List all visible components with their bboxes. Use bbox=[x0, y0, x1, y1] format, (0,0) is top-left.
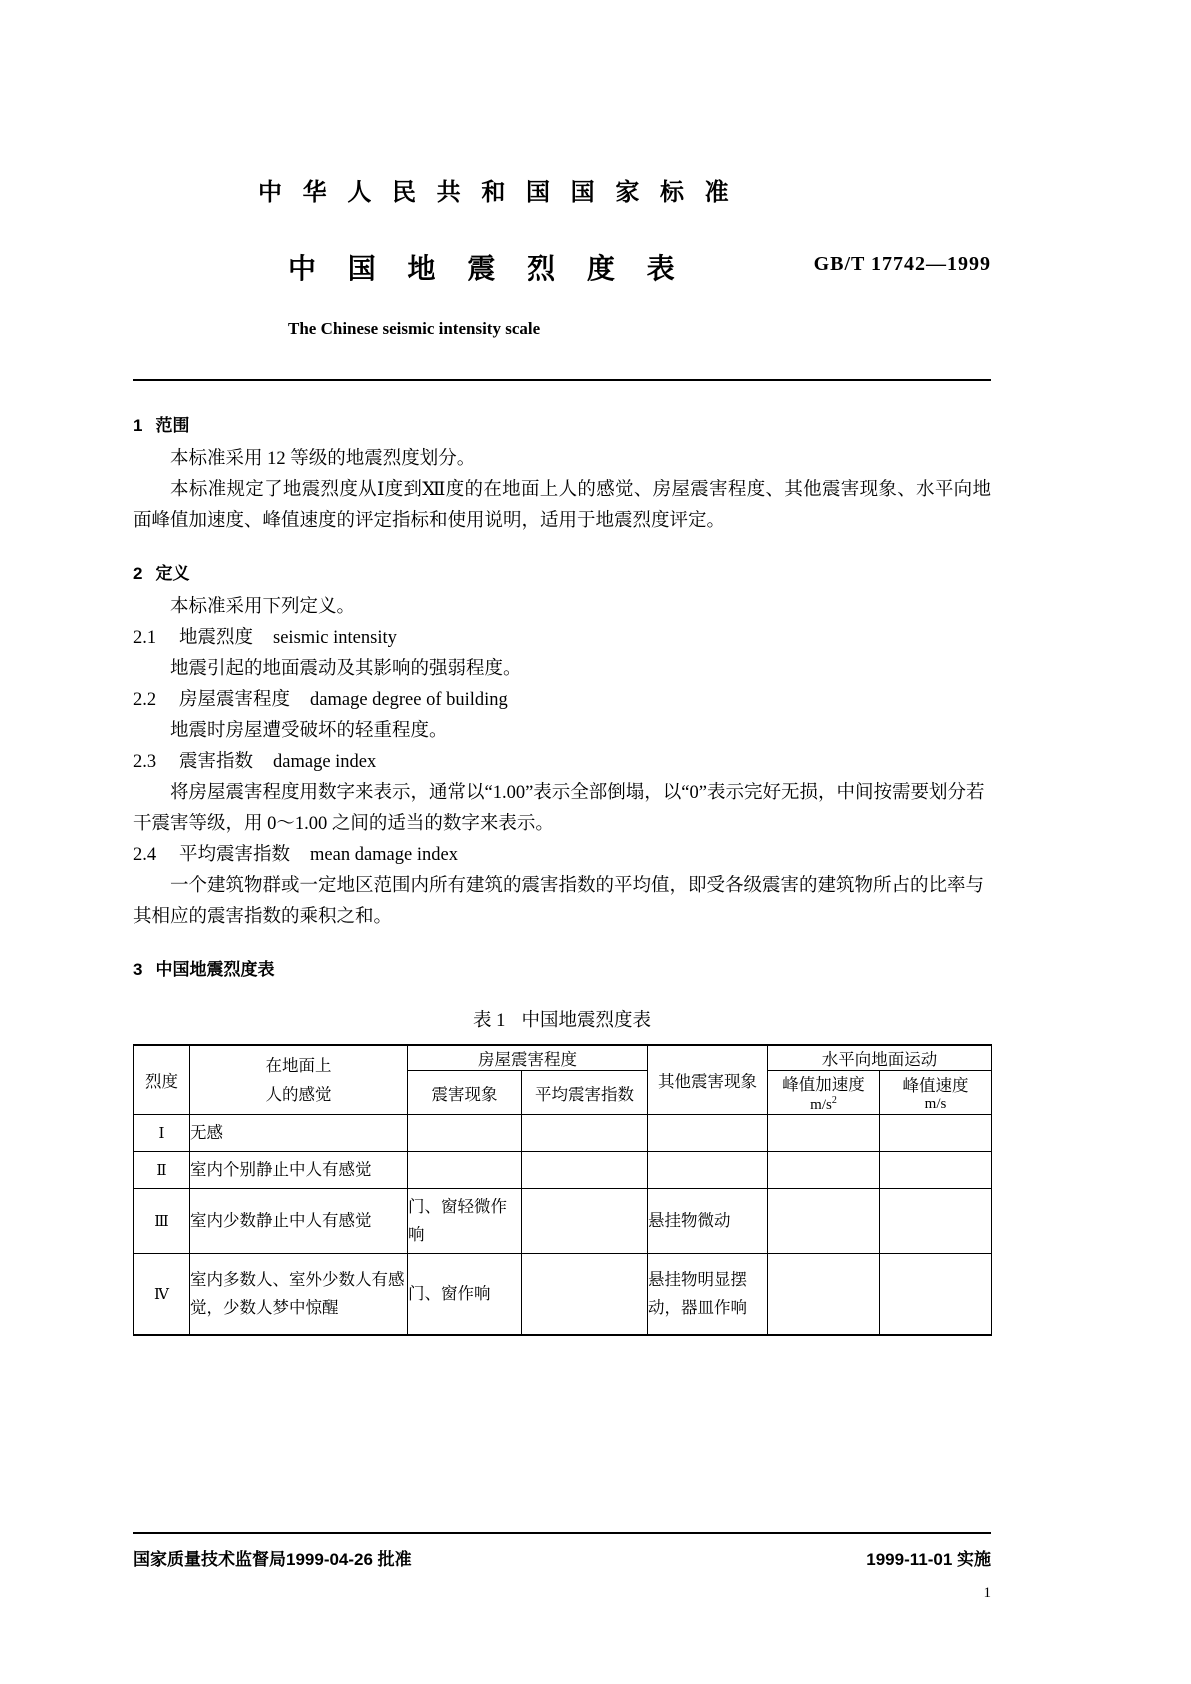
cell-mean-damage-index bbox=[522, 1152, 648, 1189]
cell-peak-velocity bbox=[880, 1152, 992, 1189]
definition-2-1-term-cn: 地震烈度 bbox=[179, 628, 254, 648]
cell-other-phenomena bbox=[648, 1152, 768, 1189]
definition-2-2-term-cn: 房屋震害程度 bbox=[179, 690, 291, 710]
definition-2-4-term-cn: 平均震害指数 bbox=[179, 845, 291, 865]
definition-2-4-term-en: mean damage index bbox=[310, 845, 458, 865]
cell-feeling: 室内多数人、室外少数人有感觉，少数人梦中惊醒 bbox=[190, 1254, 408, 1336]
section-3-heading bbox=[133, 955, 991, 980]
group-header-horizontal-ground-motion: 水平向地面运动 bbox=[768, 1045, 992, 1071]
definition-2-3-body: 将房屋震害程度用数字来表示，通常以“1.00”表示全部倒塌，以“0”表示完好无损，中间按需要划分若干震害等级，用 0～1.00 之间的适当的数字来表示。 bbox=[133, 783, 985, 834]
table-row bbox=[134, 1115, 992, 1152]
group-header-building-damage: 房屋震害程度 bbox=[408, 1045, 648, 1071]
table-row bbox=[134, 1189, 992, 1254]
definition-2-2-term-en: damage degree of building bbox=[310, 690, 508, 710]
cell-damage-phenomena bbox=[408, 1152, 522, 1189]
section-1-number: 1 bbox=[133, 416, 143, 435]
section-2-title: 定义 bbox=[155, 564, 190, 583]
cell-damage-phenomena: 门、窗作响 bbox=[408, 1254, 522, 1336]
section-2-intro: 本标准采用下列定义。 bbox=[170, 597, 356, 617]
cell-damage-phenomena: 门、窗轻微作响 bbox=[408, 1189, 522, 1254]
table-row bbox=[134, 1254, 992, 1336]
col-header-feeling bbox=[190, 1045, 408, 1115]
col-header-peak-velocity-unit: m/s bbox=[924, 1096, 947, 1112]
header-divider bbox=[133, 379, 991, 381]
col-header-damage-phenomena: 震害现象 bbox=[408, 1071, 522, 1115]
definition-2-4-heading bbox=[133, 840, 991, 871]
cell-mean-damage-index bbox=[522, 1189, 648, 1254]
cell-feeling: 无感 bbox=[190, 1115, 408, 1152]
national-standard-heading: 中 华 人 民 共 和 国 国 家 标 准 bbox=[258, 179, 736, 206]
col-header-peak-velocity bbox=[880, 1071, 992, 1115]
table-header-row-1 bbox=[134, 1045, 992, 1071]
cell-peak-acceleration bbox=[768, 1115, 880, 1152]
col-header-feeling-line1: 在地面上 bbox=[265, 1056, 332, 1075]
cell-peak-acceleration bbox=[768, 1254, 880, 1336]
table-caption-label: 表 1 bbox=[473, 1011, 506, 1031]
cell-intensity: Ⅰ bbox=[134, 1115, 190, 1152]
col-header-mean-damage-index: 平均震害指数 bbox=[522, 1071, 648, 1115]
definition-2-1-term-en: seismic intensity bbox=[273, 628, 397, 648]
definition-2-2-heading bbox=[133, 685, 991, 716]
english-title: The Chinese seismic intensity scale bbox=[288, 319, 541, 338]
standard-number: GB/T 17742—1999 bbox=[813, 253, 991, 275]
section-1-title: 范围 bbox=[155, 416, 190, 435]
table-row bbox=[134, 1152, 992, 1189]
section-2-number: 2 bbox=[133, 564, 143, 583]
definition-2-3-term-en: damage index bbox=[273, 752, 377, 772]
cell-intensity: Ⅱ bbox=[134, 1152, 190, 1189]
unit-exponent: 2 bbox=[831, 1095, 837, 1106]
document-title: 中 国 地 震 烈 度 表 bbox=[288, 253, 687, 284]
table-body bbox=[134, 1115, 992, 1336]
definition-2-2-number: 2.2 bbox=[133, 690, 157, 710]
cell-peak-velocity bbox=[880, 1115, 992, 1152]
definition-2-3-term-cn: 震害指数 bbox=[179, 752, 254, 772]
cell-peak-acceleration bbox=[768, 1189, 880, 1254]
section-1-paragraph-1: 本标准采用 12 等级的地震烈度划分。 bbox=[170, 449, 476, 469]
col-header-peak-acceleration-label: 峰值加速度 bbox=[782, 1075, 865, 1094]
cell-feeling: 室内个别静止中人有感觉 bbox=[190, 1152, 408, 1189]
definition-2-3-heading bbox=[133, 747, 991, 778]
col-header-peak-acceleration bbox=[768, 1071, 880, 1115]
cell-mean-damage-index bbox=[522, 1115, 648, 1152]
section-3-title: 中国地震烈度表 bbox=[155, 960, 275, 979]
page-number: 1 bbox=[983, 1585, 991, 1601]
col-header-other-phenomena: 其他震害现象 bbox=[648, 1045, 768, 1115]
table-header bbox=[134, 1045, 992, 1115]
definition-2-1-number: 2.1 bbox=[133, 628, 157, 648]
cell-feeling: 室内少数静止中人有感觉 bbox=[190, 1189, 408, 1254]
cell-intensity: Ⅲ bbox=[134, 1189, 190, 1254]
cell-other-phenomena bbox=[648, 1115, 768, 1152]
section-3-number: 3 bbox=[133, 960, 143, 979]
cell-mean-damage-index bbox=[522, 1254, 648, 1336]
cell-intensity: Ⅳ bbox=[134, 1254, 190, 1336]
seismic-intensity-table bbox=[133, 1044, 992, 1336]
definition-2-1-body: 地震引起的地面震动及其影响的强弱程度。 bbox=[170, 659, 522, 679]
page-content bbox=[133, 0, 991, 1336]
definition-2-4-number: 2.4 bbox=[133, 845, 157, 865]
unit-text: m/s bbox=[810, 1097, 832, 1113]
table-caption bbox=[133, 1006, 991, 1032]
section-1-heading bbox=[133, 411, 991, 436]
definition-2-3-number: 2.3 bbox=[133, 752, 157, 772]
definition-2-2-body: 地震时房屋遭受破坏的轻重程度。 bbox=[170, 721, 448, 741]
cell-other-phenomena: 悬挂物明显摆动，器皿作响 bbox=[648, 1254, 768, 1336]
cell-peak-acceleration bbox=[768, 1152, 880, 1189]
cell-peak-velocity bbox=[880, 1189, 992, 1254]
cell-other-phenomena: 悬挂物微动 bbox=[648, 1189, 768, 1254]
definition-2-4-body: 一个建筑物群或一定地区范围内所有建筑的震害指数的平均值，即受各级震害的建筑物所占的比率与其相应的震害指数的乘积之和。 bbox=[133, 876, 985, 927]
footer-approval: 国家质量技术监督局1999-04-26 批准 bbox=[133, 1550, 412, 1569]
footer-divider bbox=[133, 1532, 991, 1534]
table-caption-title: 中国地震烈度表 bbox=[521, 1011, 651, 1031]
section-2-heading bbox=[133, 559, 991, 584]
col-header-peak-velocity-label: 峰值速度 bbox=[902, 1076, 969, 1095]
section-1-paragraph-2: 本标准规定了地震烈度从Ⅰ度到Ⅻ度的在地面上人的感觉、房屋震害程度、其他震害现象、水平向地面峰值加速度、峰值速度的评定指标和使用说明，适用于地震烈度评定。 bbox=[133, 480, 991, 531]
cell-damage-phenomena bbox=[408, 1115, 522, 1152]
footer-implementation: 1999-11-01 实施 bbox=[866, 1550, 991, 1569]
col-header-peak-acceleration-unit bbox=[768, 1095, 879, 1114]
cell-peak-velocity bbox=[880, 1254, 992, 1336]
col-header-feeling-line2: 人的感觉 bbox=[265, 1085, 332, 1104]
title-row bbox=[133, 247, 991, 289]
col-header-intensity bbox=[134, 1045, 190, 1115]
definition-2-1-heading bbox=[133, 623, 991, 654]
col-header-intensity-label: 烈度 bbox=[145, 1072, 178, 1091]
